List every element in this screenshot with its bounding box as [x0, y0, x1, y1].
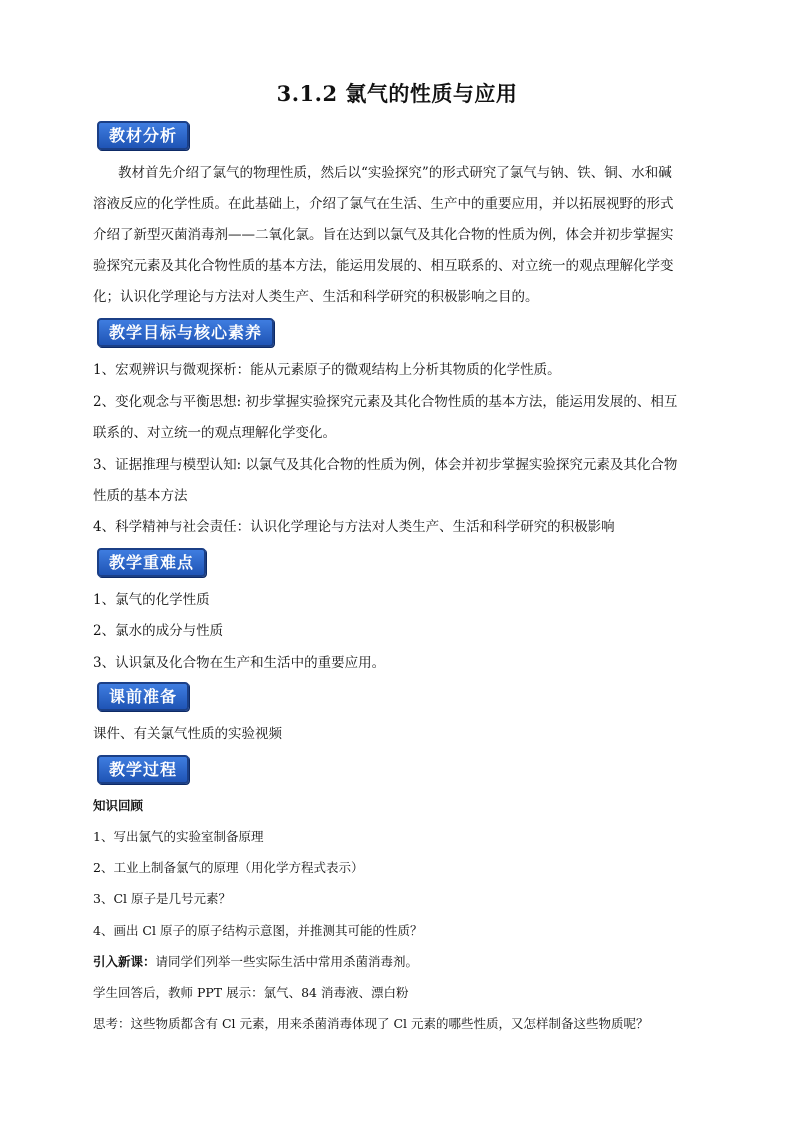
intro-line — [93, 952, 418, 970]
section-heading-goals: 教学目标与核心素养 — [97, 318, 274, 347]
list-item: 2、氯水的成分与性质 — [93, 623, 224, 639]
list-item: 4、画出 Cl 原子的原子结构示意图，并推测其可能的性质？ — [93, 923, 423, 938]
paragraph-line: 介绍了新型灭菌消毒剂——二氧化氯。旨在达到以氯气及其化合物的性质为例，体会并初步掌握实 — [93, 227, 674, 243]
list-item: 2、工业上制备氯气的原理（用化学方程式表示） — [93, 860, 364, 875]
review-label: 知识回顾 — [93, 798, 144, 813]
list-item: 3、Cl 原子是几号元素？ — [93, 891, 231, 906]
section-heading-analysis: 教材分析 — [97, 121, 189, 150]
intro-text: 请同学们列举一些实际生活中常用杀菌消毒剂。 — [155, 954, 419, 969]
list-item: 3、证据推理与模型认知: 以氯气及其化合物的性质为例，体会并初步掌握实验探究元素及其化合物 — [93, 457, 678, 473]
list-item: 4、科学精神与社会责任：认识化学理论与方法对人类生产、生活和科学研究的积极影响 — [93, 519, 615, 535]
paragraph-line: 溶液反应的化学性质。在此基础上，介绍了氯气在生活、生产中的重要应用，并以拓展视野的形式 — [93, 196, 674, 212]
list-item: 1、宏观辨识与微观探析：能从元素原子的微观结构上分析其物质的化学性质。 — [93, 362, 561, 378]
list-item: 联系的、对立统一的观点理解化学变化。 — [93, 425, 336, 441]
paragraph-line: 教材首先介绍了氯气的物理性质，然后以“实验探究”的形式研究了氯气与钠、铁、铜、水和碱 — [118, 165, 672, 181]
list-item: 1、写出氯气的实验室制备原理 — [93, 829, 264, 844]
paragraph-line: 课件、有关氯气性质的实验视频 — [93, 726, 282, 742]
list-item: 性质的基本方法 — [93, 488, 188, 504]
paragraph-line: 验探究元素及其化合物性质的基本方法，能运用发展的、相互联系的、对立统一的观点理解化学变 — [93, 258, 674, 274]
section-heading-process: 教学过程 — [97, 755, 189, 784]
list-item: 2、变化观念与平衡思想: 初步掌握实验探究元素及其化合物性质的基本方法，能运用发展的、相互 — [93, 394, 678, 410]
intro-label: 引入新课： — [93, 954, 156, 969]
section-heading-prep: 课前准备 — [97, 682, 189, 711]
list-item: 3、认识氯及化合物在生产和生活中的重要应用。 — [93, 655, 386, 671]
paragraph-line: 学生回答后，教师 PPT 展示：氯气、84 消毒液、漂白粉 — [93, 985, 409, 1000]
page-title: 3.1.2 氯气的性质与应用 — [276, 81, 518, 106]
section-heading-keypoints: 教学重难点 — [97, 548, 206, 577]
list-item: 1、氯气的化学性质 — [93, 592, 210, 608]
paragraph-line: 化；认识化学理论与方法对人类生产、生活和科学研究的积极影响之目的。 — [93, 289, 539, 305]
paragraph-line: 思考：这些物质都含有 Cl 元素，用来杀菌消毒体现了 Cl 元素的哪些性质，又怎样制备这些物质呢？ — [93, 1016, 649, 1031]
